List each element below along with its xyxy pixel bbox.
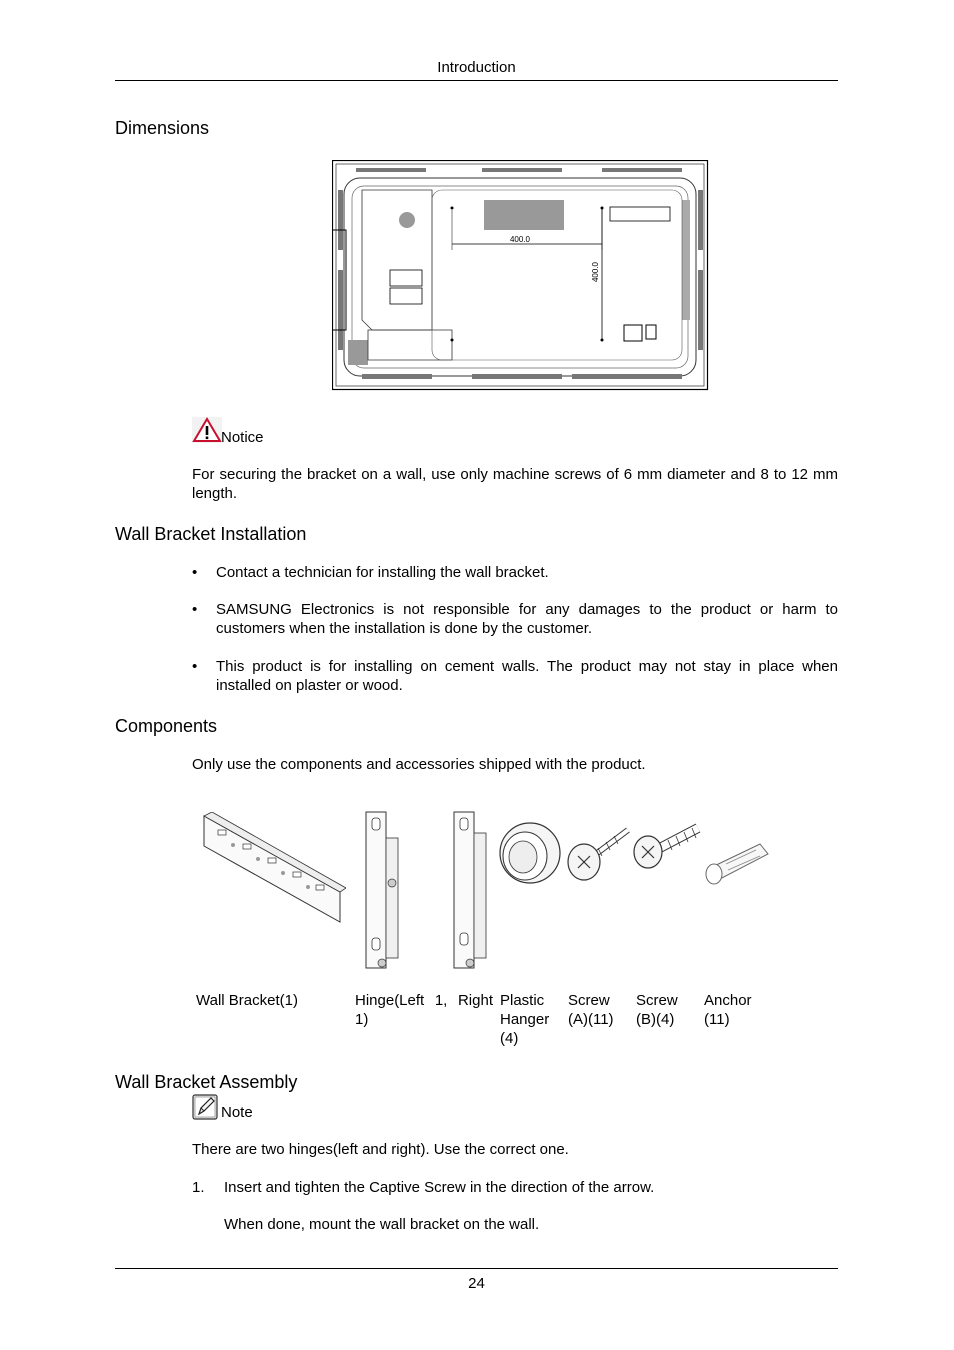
dimensions-drawing <box>332 160 709 391</box>
wall-bracket-image <box>198 812 346 927</box>
running-header: Introduction <box>437 59 516 76</box>
plastic-hanger-image <box>497 820 563 886</box>
header-rule <box>115 80 838 81</box>
component-label-wall-bracket: Wall Bracket(1) <box>196 992 298 1009</box>
note-label: Note <box>221 1104 253 1121</box>
horizontal-dimension-label: 400.0 <box>509 235 531 244</box>
hinge-left-image <box>360 808 410 973</box>
components-heading: Components <box>115 716 218 736</box>
bullet-marker: • <box>192 601 198 618</box>
anchor-image <box>702 838 772 890</box>
component-label-anchor: Anchor (11) <box>704 992 752 1028</box>
warning-icon <box>192 417 222 443</box>
footer-rule <box>115 1268 838 1269</box>
notice-text: For securing the bracket on a wall, use only machine screws of 6 mm diameter and 8 to 12 mm length. <box>192 466 838 502</box>
bullet-text: Contact a technician for installing the wall bracket. <box>216 564 549 581</box>
bullet-marker: • <box>192 658 198 675</box>
notice-label: Notice <box>221 429 264 446</box>
screw-b-image <box>632 822 702 872</box>
bullet-text: This product is for installing on cement walls. The product may not stay in place when installed on plaster or wood. <box>216 658 838 694</box>
hinge-right-image <box>448 808 498 973</box>
screw-a-image <box>566 826 632 884</box>
components-intro: Only use the components and accessories shipped with the product. <box>192 756 646 773</box>
page-number: 24 <box>468 1275 485 1292</box>
component-label-hinge: Hinge(Left 1, Right 1) <box>355 992 493 1028</box>
bullet-marker: • <box>192 564 198 581</box>
bullet-text: SAMSUNG Electronics is not responsible for any damages to the product or harm to customers when the installation is done by the customer. <box>216 601 838 637</box>
installation-heading: Wall Bracket Installation <box>115 524 307 544</box>
dimensions-heading: Dimensions <box>115 118 210 138</box>
step-text: Insert and tighten the Captive Screw in the direction of the arrow. <box>224 1179 655 1196</box>
vertical-dimension-label: 400.0 <box>591 261 600 283</box>
step-number: 1. <box>192 1179 205 1196</box>
assembly-heading: Wall Bracket Assembly <box>115 1072 298 1092</box>
note-icon <box>192 1094 218 1120</box>
step-followup-text: When done, mount the wall bracket on the wall. <box>224 1216 540 1233</box>
component-label-screw-b: Screw (B)(4) <box>636 992 678 1028</box>
component-label-screw-a: Screw (A)(11) <box>568 992 614 1028</box>
note-text: There are two hinges(left and right). Use the correct one. <box>192 1141 569 1158</box>
component-label-plastic-hanger: Plastic Hanger (4) <box>500 992 550 1047</box>
